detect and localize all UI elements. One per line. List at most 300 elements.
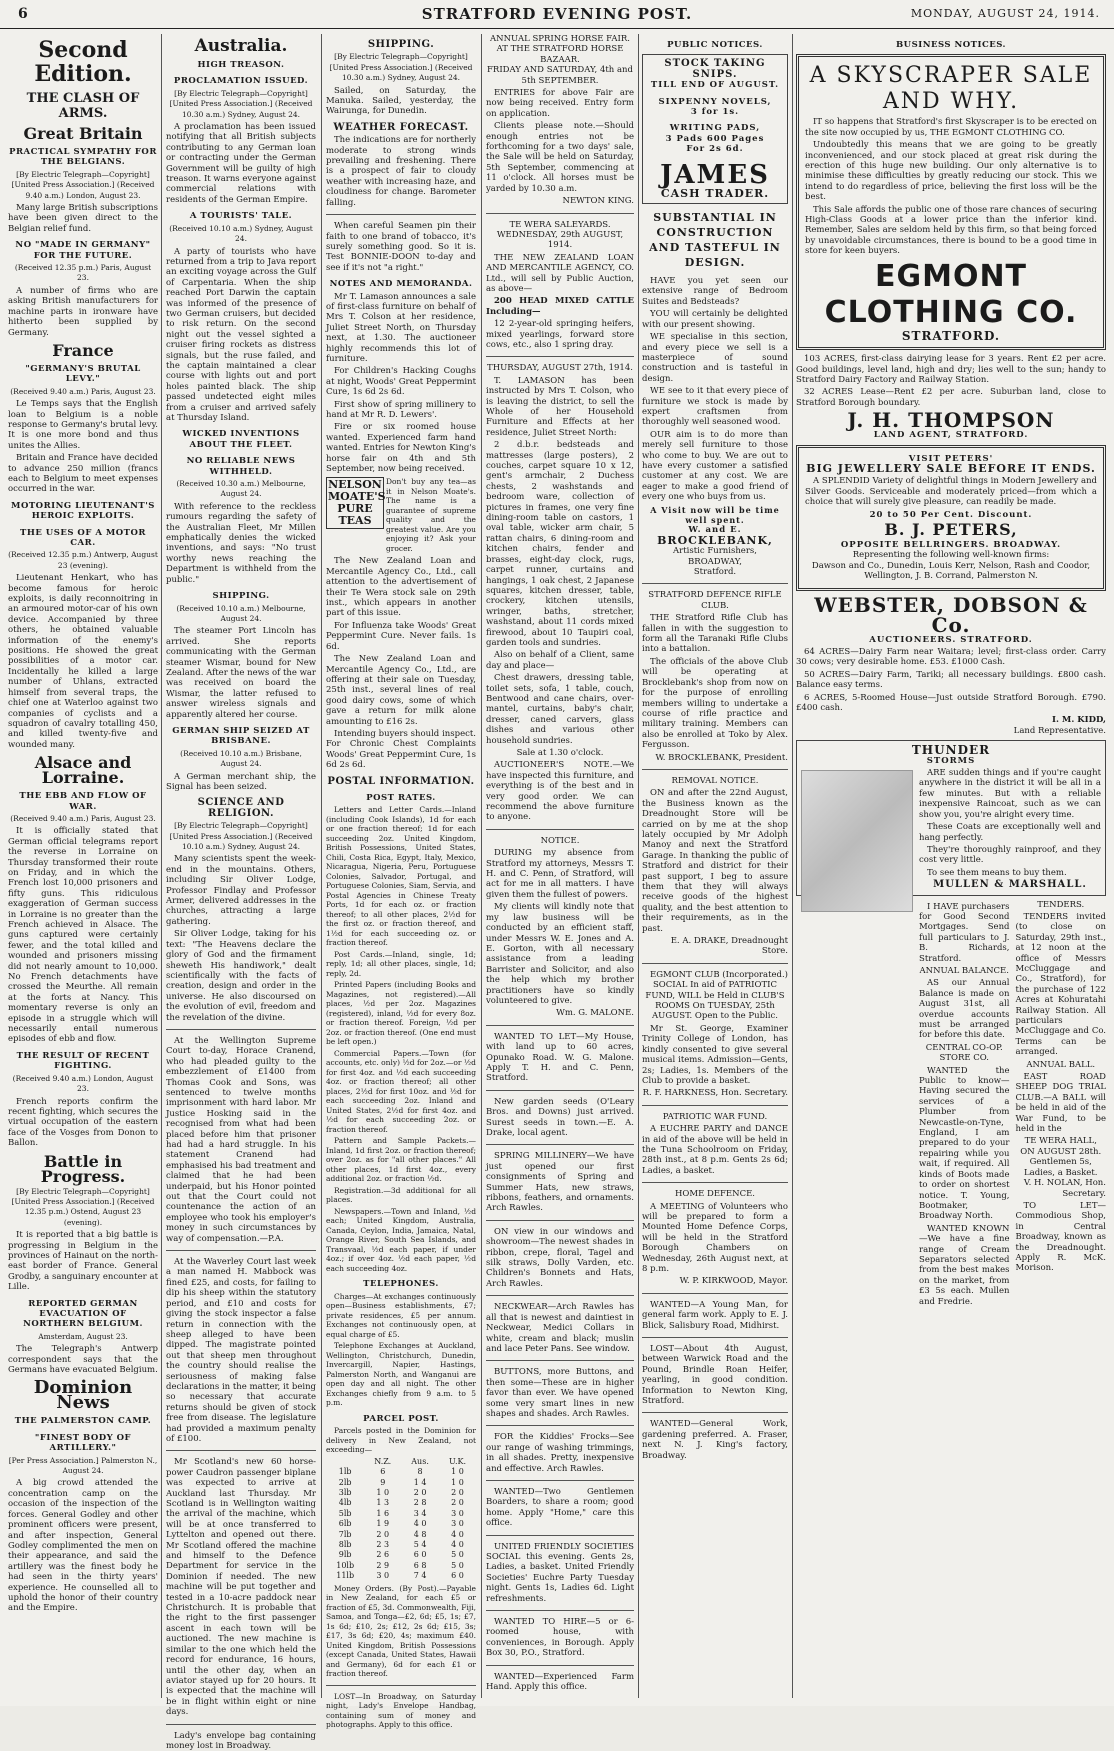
subheading: NO RELIABLE NEWS WITHHELD. [186,456,296,477]
table-cell: 6 0 [413,1550,427,1560]
section-heading: France [52,340,114,360]
subheading: POST RATES. [366,792,436,803]
advert-text: WE specialise in this section, and every piece we sell is a masterpiece of sound construction and is tasteful in design. [642,332,788,384]
advert-text: Clients please note.—Should enough entries not be forthcoming for a two days' sale, the Sale will be held on Saturday, 5th September, commencing at 11 o'clock. All horses must be yarded by 10.30 a.m. [486,121,634,194]
advert-line: 20 to 50 Per Cent. Discount. [869,509,1033,520]
nelson-advert [326,477,476,553]
advert-line: BROADWAY, [688,556,742,567]
table-cell: 2 3 [376,1539,390,1549]
advert-subheading: TILL END OF AUGUST. [650,80,780,91]
column-divider [321,34,322,1698]
table-header-cell: U.K. [448,1456,467,1466]
column-divider [161,34,162,1698]
advert-brand: JAMES [660,159,770,190]
article-text: Printed Papers (including Books and Magazines, not registered).—All places, ½d per 2oz. Magazines (registered), inland, ½d for every 8oz. or fraction thereof. Foreign, ½d per 2oz. or fraction thereof. (One end must be left open.) [326,980,476,1047]
divider [326,214,476,215]
article-text: Many large British subscriptions have been given direct to the Belgian relief fund. [8,203,158,234]
signature: Wm. G. MALONE. [556,1008,634,1019]
section-heading: Great Britain [23,124,143,143]
table-cell: 4 0 [451,1539,464,1549]
advert-text: WANTED TO LET—My House, with land up to 60 acres, Opunako Road. W. G. Malone. Apply T. H. and C. Penn, Stratford. [486,1031,634,1084]
advert-text: TO LET—Commodious Shop, in Central Broadway, known as the Dreadnought. Apply R. McK. Morison. [1015,1200,1106,1274]
left-subcolumn [919,900,1010,1309]
article-text: Lady's envelope bag containing money lost in Broadway. [166,1730,316,1751]
signature: W. BROCKLEBANK, President. [655,752,788,763]
table-header-row [326,1457,476,1467]
advert-text: Don't buy any tea—as it in Nelson Moate's. The name is a guarantee of supreme quality and the greatest value. Are you enjoying it? Ask your grocer. [386,477,476,553]
divider [486,1535,634,1536]
column-1 [8,34,158,1698]
advert-text: LOST—About 4th August, between Warwick Road and the Pound, Brindle Roan Heifer, yearling, in good condition. Information to Newton King, Stratford. [642,1344,788,1407]
section-heading: Alsace and Lorraine. [34,753,132,788]
advert-heading: HOME DEFENCE. [675,1189,755,1200]
subheading: THE PALMERSTON CAMP. [14,1416,152,1427]
divider [486,1610,634,1611]
table-cell: 6 [380,1467,386,1477]
article-text: Sailed, on Saturday, the Manuka. Sailed, yesterday, the Wairunga, for Dunedin. [326,85,476,117]
edition-heading: Second Edition. [34,37,132,87]
table-cell: 1 0 [451,1477,464,1487]
signature: V. H. NOLAN, Hon. Secretary. [1023,1178,1106,1199]
advert-text: A MEETING of Volunteers who will be prepared to form a Mounted Home Defence Corps, will be held in the Stratford Borough Chambers on Wednesday, 26th August next, at 8 p.m. [642,1201,788,1274]
advert-brand: J. H. THOMPSON [847,408,1055,433]
subheading: HIGH TREASON. [197,60,285,70]
advert-text: ARE sudden things and if you're caught anywhere in the district it will be all in a few minutes. But with a reliable inexpensive Raincoat, such as we can show you, you're alright every time. [919,768,1101,820]
article-text: A party of tourists who have returned from a trip to Java report an exciting voyage across the Gulf of Carpentaria. When the ship reached Port Darwin the captain was informed of the presence of two German cruisers, but decided to risk return. On the second night out the vessel sighted a cruiser firing rockets as distress signals, but the ruse failed, and the captain maintained a clear course with lights out and port holes painted black. The ship passed undetected eight miles from a cruiser and arrived safely at Thursday Island. [166,246,316,423]
dateline: [By Electric Telegraph—Copyright] [United Press Association.] (Received 12.35 p.m.) Ostend, August 23 (evening). [11,1186,155,1227]
advert-text: WE see to it that every piece of furniture we stock is made by expert craftsmen from thoroughly well seasoned wood. [642,386,788,428]
advert-brand: CASH TRADER. [660,186,770,200]
advert-text: THE NEW ZEALAND LOAN AND MERCANTILE AGENCY, CO. Ltd., will sell by Public Auction, as above— [486,252,634,294]
table-row [326,1467,476,1477]
parcel-rate-table [326,1457,476,1582]
advert-heading: FRIDAY AND SATURDAY, 4th and 5th SEPTEMBER. [487,65,633,86]
article-text: A number of firms who are asking British manufacturers for machine parts in ironware have hitherto been supplied by Germany. [8,285,158,338]
advert-text: ENTRIES for above Fair are now being received. Entry form on application. [486,88,634,119]
article-text: For Children's Hacking Coughs at night, Woods' Great Peppermint Cure, 1s 6d 2s 6d. [326,366,476,398]
article-text: It is officially stated that German official telegrams report the reverse in Lorraine on Thursday transformed their route on Friday, and in which the French lost 10,000 prisoners and fifty guns. This ridiculous exaggeration of German success in Lorraine is no greater than the French achieved in Alsace. The guns captured were certainly fewer, and the total killed and wounded and prisoners missing did not nearly amount to 10,000. No French detachments have crossed the Meurthe. All remain at the forts at Nancy. This momentary reverse is only an episode in a struggle which will necessarily entail numerous episodes of ebb and flow. [8,826,158,1045]
subheading: PARCEL POST. [363,1413,439,1424]
table-cell: 3 0 [451,1519,464,1529]
article-text: Mr Scotland's new 60 horse-power Caudron passenger biplane was expected to arrive at Auckland last Thursday. Mr Scotland is in Wellington waiting the arrival of the machine, which will be at once transferred to Lyttelton and opened out there. Mr Scotland offered the machine and himself to the Defence Department for service in the Dominion if needed. The new machine will be put together and tested in a 10-acre paddock near Christchurch. It is probable that the right to the first passenger ascent in each town will be auctioned. The new machine is similar to the one which held the record for endurance, 16 hours, until the other day, when an aviator stayed up for 20 hours. It is expected that the machine will be in flight within eight or nine days. [166,1457,316,1718]
advert-text: UNITED FRIENDLY SOCIETIES SOCIAL this evening. Gents 2s, Ladies, a basket. United Friendly Societies' Euchre Party Tuesday night. Gents 1s, Ladies 6d. Light refreshments. [486,1541,634,1604]
table-cell: 5 0 [451,1550,464,1560]
article-text: When careful Seamen pin their faith to one brand of tobacco, it's surely something good. So it is. Test BONNIE-DOON to-day and see if it's not "a right." [326,221,476,273]
advert-text: Undoubtedly this means that we are going to be greatly inconvenienced, and our stock placed at great risk during the erection of this huge new building. Our only alternative is to minimise these difficulties by greatly reducing our stock. This we intend to do regardless of price, believing the first loss will be the best. [805,140,1097,203]
table-cell: 2 0 [451,1487,464,1497]
advert-heading: NOTICE. [540,835,580,846]
table-cell: 1 0 [451,1467,464,1477]
nelson-logo: NELSON MOATE'S PURE TEAS [328,478,386,528]
advert-text: AS our Annual Balance is made on August 31st, all overdue accounts must be arranged for before this date. [919,978,1010,1041]
advert-heading: WEDNESDAY, 29th AUGUST, 1914. [496,229,624,251]
divider [486,213,634,214]
advert-text: SPRING MILLINERY—We have just opened our first consignments of Spring and Summer Hats, new straws, ribbons, feathers, and ornaments. Arch Rawles. [486,1151,634,1214]
advert-text: AUCTIONEER'S NOTE.—We have inspected this furniture, and everything is of the best and in very good order. We can recommend the above furniture to anyone. [486,760,634,823]
table-cell: 2 9 [376,1560,390,1570]
divider [486,1665,634,1666]
advert-text: THE Stratford Rifle Club has fallen in with the suggestion to form all the Taranaki Rifle Clubs into a battalion. [642,613,788,655]
advert-text: 32 ACRES Lease—Rent £2 per acre. Suburban land, close to Stratford Borough boundary. [796,387,1106,408]
table-cell: 9 [380,1477,386,1487]
article-text: At the Wellington Supreme Court to-day, Horace Cranend, who had pleaded guilty to the embezzlement of £1400 from Thomas Cook and Sons, was sentenced to twelve months imprisonment with hard labor. Mr Justice Hosking said in the recognised from what had been placed before him that prisoner had had a hard struggle. In his statement Cranend had emphasised his bad treatment and claimed that he had been underpaid, but his Honor pointed out that the Court could not countenance the action of an employee who took his employer's money in such circumstances by way of compensation.—P.A. [166,1035,316,1244]
dateline: Amsterdam, August 23. [38,1331,128,1341]
section-heading: BUSINESS NOTICES. [895,40,1007,50]
table-header-cell: Aus. [411,1456,429,1466]
subheading: PRACTICAL SYMPATHY FOR THE BELGIANS. [9,147,157,168]
table-row [326,1478,476,1488]
advert-line: Gentlemen 5s, Ladies, a Basket. [1024,1157,1098,1178]
advert-text: WANTED—A Young Man, for general farm work. Apply to E. J. Blick, Salisbury Road, Midhirst. [642,1299,788,1331]
thunder-storms-advert [796,740,1106,895]
divider [166,1724,316,1725]
article-text: Registration.—3d additional for all places. [326,1185,476,1205]
article-text: The steamer Port Lincoln has arrived. She reports communicating with the German steamer Wismar, bound for New Zealand. After the news of the war was received on board the Wismar, the latter refused to answer wireless signals and apparently altered her course. [166,626,316,720]
column-divider [638,34,639,1698]
advert-text: YOU will certainly be delighted with our present showing. [642,309,788,330]
subheading: TELEPHONES. [363,1279,439,1290]
article-text: It is reported that a big battle is progressing in Belgium in the provinces of Hainaut on the north-east border of France. General Grodby, a sanguinary encounter at Lille. [8,1230,158,1293]
table-cell: 8 [417,1467,423,1477]
table-row [326,1571,476,1581]
advert-text: BUTTONS, more Buttons, and then some—These are in higher favor than ever. We have opened some very smart lines in new shapes and shades. Arch Rawles. [486,1367,634,1419]
advert-text: FOR the Kiddies' Frocks—See our range of washing trimmings, in all shades. Pretty, inexpensive and effective. Arch Rawles. [486,1432,634,1474]
advert-text: A SPLENDID Variety of delightful things in Modern Jewellery and Silver Goods. Serviceable and moderately priced—from which a choice that will surely give pleasure, can readily be made. [805,476,1097,508]
article-text: First show of spring millinery to hand at Mr R. D. Lewers'. [326,399,476,420]
divider [642,1412,788,1413]
section-heading: WEATHER FORECAST. [333,121,469,133]
stocktaking-advert [642,54,788,204]
table-header-cell [326,1457,364,1467]
table-cell: 1 0 [376,1487,390,1497]
dateline: [Per Press Association.] Palmerston N., August 24. [8,1455,158,1476]
table-cell: 6 0 [451,1571,464,1581]
divider [642,769,788,770]
advert-line: WRITING PADS, [669,123,761,134]
advert-line: A Visit now will be time well spent. [650,504,780,525]
table-cell: 1 4 [413,1477,427,1487]
section-heading: SHIPPING. [367,39,435,50]
subheading: WICKED INVENTIONS ABOUT THE FLEET. [182,429,300,450]
section-heading: PUBLIC NOTICES. [667,40,763,50]
advert-heading: ANNUAL SPRING HORSE FAIR. [490,34,630,44]
advert-text: Also on behalf of a Client, same day and place— [486,650,634,671]
advert-line: Representing the following well-known firms: [852,550,1050,561]
dateline: (Received 10.30 a.m.) Melbourne, August 24. [176,479,306,499]
article-text: The indications are for northerly moderate to strong winds prevailing and freshening. There is a prospect of fair to cloudy weather with increasing haze, and cloudiness for change. Barometer falling. [326,135,476,208]
advert-brand: MULLEN & MARSHALL. [933,879,1087,891]
advert-brand: B. J. PETERS, [884,519,1018,539]
raincoat-illustration [801,770,913,912]
advert-line: For 2s 6d. [686,144,744,155]
advert-line: 3 for 1s. [690,107,740,118]
article-text: With reference to the reckless rumours regarding the safety of the Australian Fleet, Mr Millen emphatically denies the wicked inventions, and says: "No trust worthy news reaching the Department is withheld from the public." [166,501,316,585]
subheading: REPORTED GERMAN EVACUATION OF NORTHERN BELGIUM. [23,1298,143,1330]
article-text: For Influenza take Woods' Great Peppermint Cure. Never fails. 1s 6d. [326,620,476,652]
issue-date: MONDAY, AUGUST 24, 1914. [910,7,1100,20]
advert-text: 12 2-year-old springing heifers, mixed yearlings, forward store cows, etc., also 1 spring dray. [486,319,634,350]
table-cell: 2 0 [413,1487,427,1497]
two-column-adverts [919,900,1106,1309]
advert-text: EGMONT CLUB (Incorporated.) SOCIAL In aid of PATRIOTIC FUND, WILL be Held in CLUB'S ROOMS On TUESDAY, 25th AUGUST. Open to the Public. [645,969,788,1022]
article-text: Sir Oliver Lodge, taking for his text: "The Heavens declare the glory of God and the firmament sheweth His handiwork," dealt scientifically with the facts of creation, design and order in the universe. He also discoursed on the evolution of evil, freedom and the revelation of the divine. [166,929,316,1023]
subheading: THE EBB AND FLOW OF WAR. [19,791,147,812]
section-heading: POSTAL INFORMATION. [327,775,475,787]
subheading: PROCLAMATION ISSUED. [173,76,309,87]
article-text: A proclamation has been issued notifying that all British subjects contributing to any German loan or contracting under the German Government will be guilty of high treason. It warns everyone against commercial relations with residents of the German Empire. [166,122,316,205]
advert-text: HAVE you yet seen our extensive range of Bedroom Suites and Bedsteads? [642,276,788,307]
advert-brand: WEBSTER, DOBSON & Co. [814,592,1088,637]
divider [486,1425,634,1426]
advert-line: TE WERA HALL, [1024,1136,1097,1147]
advert-text: To see them means to buy them. [927,867,1067,878]
advert-heading: VISIT PETERS' [908,453,994,464]
advert-heading: STRATFORD DEFENCE RIFLE CLUB. [648,590,782,611]
article-text: Commercial Papers.—Town (for accounts, etc. only) ½d for 2oz.—or ½d for first 4oz. and ½d each succeeding 4oz. or fraction thereof; all other places, 2½d for first 10oz. and ½d for each succeeding 2oz. Inland and United States, 2½d for first 4oz. and ½d for each succeeding 2oz. or fraction thereof. [326,1048,476,1134]
divider [486,1480,634,1481]
article-text: Telephone Exchanges at Auckland, Wellington, Christchurch, Dunedin, Invercargill, Napier, Hastings, Palmerston North, and Wanganui are open day and all night. The other Exchanges chiefly from 9 a.m. to 5 p.m. [326,1341,476,1408]
advert-brand: BROCKLEBANK, [657,533,773,547]
signature: Land Representative. [1013,725,1106,736]
divider [166,1450,316,1451]
advert-line: LAND AGENT, STRATFORD. [873,430,1029,441]
article-text: A German merchant ship, the Signal has been seized. [166,771,316,792]
advert-heading: REMOVAL NOTICE. [671,775,759,786]
advert-text: New garden seeds (O'Leary Bros. and Downs) just arrived. Surest seeds in town.—E. A. Drake, local agent. [486,1096,634,1138]
advert-line: 3 Pads 600 Pages [665,133,765,144]
article-text: A big crowd attended the concentration camp on the occasion of the inspection of the forces. General Godley and other prominent officers were present, and after inspection, General Godley complimented the men on their appearance, and said the artillery was the finest body he had seen in the thirty years' experience. He counselled all to uphold the honor of their country and the Empire. [8,1478,158,1614]
table-row [326,1550,476,1560]
advert-text: WANTED the Public to know—Having secured the services of a Plumber from Newcastle-on-Tyne, England, I am prepared to do your repairing while you wait, if required. All kinds of Boots made to order on shortest notice. T. Young, Bootmaker, Broadway North. [919,1065,1010,1222]
divider [166,1250,316,1251]
advert-text: Chest drawers, dressing table, toilet sets, sofa, 1 table, couch, Bentwood and cane chairs, over-mantel, curtains, baby's chair, dresser, caned carvers, glass dishes and various other household sundries. [486,673,634,746]
signature: E. A. DRAKE, Dreadnought Store. [670,936,788,957]
advert-text: DURING my absence from Stratford my attorneys, Messrs T. H. and C. Penn, of Stratford, will act for me in all matters. I have given them the fullest of powers. [486,848,634,900]
article-text: The Telegraph's Antwerp correspondent says that the Germans have evacuated Belgium. [8,1344,158,1376]
table-cell: 6 8 [413,1560,427,1570]
table-cell: 3 4 [413,1508,427,1518]
table-cell: 5 0 [451,1560,464,1570]
dateline: (Received 9.40 a.m.) London, August 23. [12,1073,154,1094]
table-row [326,1509,476,1519]
advert-heading: TENDERS. [1037,899,1085,910]
table-cell: 4 0 [451,1529,464,1539]
article-text: At the Waverley Court last week a man named H. Mabbock was fined £25, and costs, for failing to dip his sheep within the statutory period, and £10 and costs for giving the stock inspector a false return in connection with the sheep alleged to have been dipped. The magistrate pointed out that sheep men throughout the country should realise the seriousness of making false declarations in the matter, it being so necessary that accurate returns should be given of stock free from disease. The legislature had provided a maximum penalty of £100. [166,1257,316,1444]
divider [642,1182,788,1183]
table-cell: 4 8 [413,1529,427,1539]
subheading: "FINEST BODY OF ARTILLERY." [34,1432,132,1454]
table-cell: 7 4 [413,1571,427,1581]
article-text: LOST—In Broadway, on Saturday night, Lady's Envelope Handbag, containing sum of money and photographs. Apply to this office. [326,1691,476,1730]
table-row [326,1530,476,1540]
advert-heading: AT THE STRATFORD HORSE BAZAAR. [496,44,624,65]
column-divider [792,34,793,1698]
section-heading: Battle in Progress. [40,1151,126,1186]
advert-text: They're thoroughly rainproof, and they cost very little. [919,844,1101,866]
advert-heading: SUBSTANTIAL IN CONSTRUCTION AND TASTEFUL IN DESIGN. [649,211,781,270]
advert-text: These Coats are exceptionally well and hang perfectly. [919,822,1101,843]
advert-text: 200 HEAD MIXED CATTLE Including— [486,296,634,317]
divider [166,1029,316,1030]
table-cell: 1 3 [376,1498,390,1508]
section-heading: Australia. [194,36,288,56]
advert-text: WANTED—General Work, gardening preferred. A. Fraser, next N. J. King's factory, Broadway. [642,1419,788,1461]
divider [486,1144,634,1145]
dateline: (Received 10.10 a.m.) Melbourne, August 24. [176,603,306,623]
article-text: Money Orders. (By Post).—Payable in New Zealand, for each £5 or fraction of £5, 3d. Commonwealth, Fiji, Samoa, and Tonga—£2, 6d; £5, 1s; £7, 1s 6d; £10, 2s; £12, 2s 6d; £15, 3s; £17, 3s 6d; £20, 4s; maximum £40. United Kingdom, British Possessions (except Canada, United States, Hawaii and Germany), 6d for each £1 or fraction thereof. [326,1583,476,1679]
article-text: Lieutenant Henkart, who has become famous for heroic exploits, is daily reconnoitring in an armoured motor-car of his own device. Accompanied by three others, he obtained valuable information of the enemy's positions. He showed the great possibilities of a motor car. Incidentally he killed a large number of Uhlans, extracted himself from several traps, the chief one at Waterloo against two companies of cyclists and a squadron of cavalry totalling 450, and killed twenty-five and wounded many. [8,573,158,750]
table-cell: 3 0 [451,1508,464,1518]
article-text: Post Cards.—Inland, single, 1d; reply, 1d; all other places, single, 1d; reply, 2d. [326,949,476,978]
subheading: A TOURISTS' TALE. [189,211,293,222]
subheading: MOTORING LIEUTENANT'S HEROIC EXPLOITS. [11,500,155,522]
skyscraper-sale-advert [796,54,1106,350]
divider [642,963,788,964]
dateline: [By Electric Telegraph—Copyright] [United Press Association.] (Received 9.40 a.m.) London, August 23. [11,169,155,200]
table-row [326,1498,476,1508]
article-text: Intending buyers should inspect. For Chronic Chest Complaints Woods' Great Peppermint Cure, 1s 6d 2s 6d. [326,728,476,771]
article-text: The New Zealand Loan and Mercantile Agency Co., Ltd., call attention to the advertisement of their Te Wera stock sale on 29th inst., which appears in another part of this issue. [326,556,476,619]
article-text: Newspapers.—Town and Inland, ½d each; United Kingdom, Australia, Canada, Ceylon, India, Jamaica, Natal, Orange River, South Sea Islands, and Transvaal, ½d each paper, if under 4oz.; if over 4oz. ½d each paper, ½d each succeeding 4oz. [326,1206,476,1273]
article-text: Mr T. Lamason announces a sale of first-class furniture on behalf of Mrs T. Colson at her residence, Juliet Street North, on Thursday next, at 1.30. The auctioneer highly recommends this lot of furniture. [326,291,476,364]
article-text: Fire or six roomed house wanted. Experienced farm hand wanted. Entries for Newton King's horse fair on 4th and 5th September, now being received. [326,422,476,475]
advert-text: 2 d.b.r. bedsteads and mattresses (large posters), 2 couches, carpet square 10 x 12, gent's armchair, 2 Duchess chests, 2 washstands and bedroom ware, collection of pictures in frames, one very fine dining-room table on castors, 1 oval table, wicker arm chair, 5 rattan chairs, 6 dining-room and kitchen chairs, fender and brasses, eight-day clock, rugs, carpet runner, curtains and hangings, 1 oak chest, 2 Japanese squares, kitchen dresser, table, crockery, kitchen utensils, wringer, baths, stretcher, washstand, about 11 cords mixed firewood, about 10 Taupiri coal, garden tools and sundries. [486,440,634,648]
table-cell: 2 0 [451,1498,464,1508]
table-cell: 9lb [338,1550,352,1560]
table-cell: 5 4 [413,1539,427,1549]
advert-text: 50 ACRES—Dairy Farm, Tariki; all necessary buildings. £800 cash. Balance easy terms. [796,669,1106,691]
table-cell: 3 0 [376,1571,390,1581]
table-cell: 2 6 [376,1550,390,1560]
advert-brand: EGMONT CLOTHING CO. [824,258,1078,330]
article-text: Many scientists spent the week-end in the mountains. Others, including Sir Oliver Lodge, Professor Findlay and Professor Armer, delivered addresses in the churches, attracting a large gathering. [166,854,316,927]
table-cell: 1 6 [376,1508,390,1518]
advert-line: AUCTIONEERS. STRATFORD. [869,634,1033,645]
dateline: (Received 12.35 p.m.) Antwerp, August 23 (evening). [8,550,158,570]
table-cell: 3lb [338,1487,352,1497]
advert-text: IT so happens that Stratford's first Skyscraper is to be erected on the site now occupied by us, THE EGMONT CLOTHING CO. [805,117,1097,138]
dateline: (Received 10.10 a.m.) Brisbane, August 24. [180,748,302,769]
column-4 [486,34,634,1698]
table-header-cell: N.Z. [374,1456,392,1466]
column-5 [642,34,788,1698]
divider [642,1337,788,1338]
dateline: [By Electric Telegraph—Copyright] [United Press Association.] (Received 10.30 a.m.) Sydney, August 24. [169,88,313,119]
divider [486,1025,634,1026]
table-cell: 1 9 [376,1519,390,1529]
signature: NEWTON KING. [562,196,634,207]
advert-line: SIXPENNY NOVELS, [658,96,772,107]
advert-heading: ANNUAL BALANCE. [919,965,1009,976]
table-cell: 2 8 [413,1498,427,1508]
advert-line: Dawson and Co., Dunedin, Louis Kerr, Nelson, Rash and Coodor, Wellington, J. B. Corrand, Palmerston N. [811,560,1091,582]
advert-heading: BIG JEWELLERY SALE BEFORE IT ENDS. [806,461,1096,475]
advert-line: ON AUGUST 28th. [1020,1146,1102,1157]
subheading: NO "MADE IN GERMANY" FOR THE FUTURE. [15,240,151,261]
newspaper-title: STRATFORD EVENING POST. [421,5,693,23]
advert-line: OPPOSITE BELLRINGERS. BROADWAY. [840,539,1062,550]
advert-text: I HAVE purchasers for Good Second Mortgages. Send full particulars to J. B. Richards, Stratford. [919,901,1010,964]
subheading: THE RESULT OF RECENT FIGHTING. [16,1050,150,1072]
table-cell: 6lb [338,1519,352,1529]
advert-text: T. LAMASON has been instructed by Mrs T. Colson, who is leaving the district, to sell the Whole of her Household Furniture and Effects at her residence, Juliet Street North: [486,375,634,438]
advert-heading: TE WERA SALEYARDS. [509,219,611,230]
table-cell: 8lb [338,1539,352,1549]
subheading: GERMAN SHIP SEIZED AT BRISBANE. [172,725,310,747]
table-cell: 7lb [338,1529,352,1539]
advert-heading: PATRIOTIC WAR FUND. [662,1111,768,1122]
advert-text: WANTED KNOWN—We have a fine range of Cream Separators selected from the best makes on the market, from £3 5s each. Mullen and Fredrie. [919,1223,1010,1307]
table-row [326,1540,476,1550]
advert-text: The officials of the above Club will be operating at Brocklebank's shop from now on for the purpose of enrolling members willing to undertake a course of rifle practice and military training. Members can also be enrolled at Toko by Alex. Fergusson. [642,656,788,751]
advert-heading: STORMS [926,755,976,766]
article-text: Le Temps says that the English loan to Belgium is a noble response to Germany's brutal levy. It is one more bond and thus unites the Allies. [8,399,158,451]
advert-text: WANTED—Two Gentlemen Boarders, to share a room; good home. Apply "Home," care this office. [486,1486,634,1529]
headline: THE CLASH OF ARMS. [26,91,140,121]
advert-text: ON and after the 22nd August, the Business known as the Dreadnought Store will be carried on by me at the shop lately occupied by Mr Adolph Manoy and next the Stratford Garage. In thanking the public of Stratford and district for their past support, I beg to assure them that they will always receive goods of the highest quality, and the best attention to their requirements, as in the past. [642,788,788,934]
column-divider [481,34,482,1698]
advert-heading: CENTRAL CO-OP. STORE CO. [925,1042,1003,1064]
advert-heading: Sale at 1.30 o'clock. [516,748,604,758]
subheading: "GERMANY'S BRUTAL LEVY." [25,363,141,385]
table-row [326,1519,476,1529]
divider [642,1105,788,1106]
article-text: Pattern and Sample Packets.—Inland, 1d first 2oz. or fraction thereof; over 2oz. as for "all other places." All other places, 1d first 4oz., every additional 2oz. or fraction ½d. [326,1136,476,1184]
advert-heading: ANNUAL BALL. [1026,1059,1096,1070]
dateline: [By Electric Telegraph—Copyright] [United Press Association.] (Received 10.10 a.m.) Sydney, August 24. [169,821,313,852]
article-text: Parcels posted in the Dominion for delivery in New Zealand, not exceeding— [326,1426,476,1455]
divider [486,1220,634,1221]
signature: I. M. KIDD, [1052,715,1106,726]
advert-heading: THUNDER [911,743,991,758]
article-text: Letters and Letter Cards.—Inland (including Cook Islands), 1d for each or one fraction thereof; 1d for each succeeding 2oz. United Kingdom, British Possessions, United States, Chili, Costa Rica, Egypt, Italy, Mexico, Nicaragua, Nigeria, Peru, Portuguese Colonies, Salvador, Portugal, and Portuguese Colonies, Siam, Servia, and Postal Agencies in Chinese Treaty Ports, 1d for each oz. or fraction thereof; to all other places, 2½d for the first oz. or fraction thereof, and 1½d for each succeeding oz. or fraction thereof. [326,805,476,948]
section-heading: Dominion News [33,1377,133,1414]
table-cell: 4lb [338,1498,352,1508]
article-text: French reports confirm the recent fighting, which secures the virtual occupation of the eastern face of the Vosges from Donon to Ballon. [8,1096,158,1149]
advert-text: 6 ACRES, 5-Roomed House—Just outside Stratford Borough. £790. £400 cash. [796,692,1106,714]
advert-text: WANTED TO HIRE—5 or 6-roomed house, with conveniences, in Borough. Apply Box 30, P.O., Stratford. [486,1617,634,1659]
signature: W. P. KIRKWOOD, Mayor. [679,1276,788,1287]
dateline: (Received 9.40 a.m.) Paris, August 23. [10,386,156,396]
subheading: THE USES OF A MOTOR CAR. [20,527,146,548]
divider [486,1295,634,1296]
divider [486,1360,634,1361]
table-row [326,1561,476,1571]
advert-text: ON view in our windows and showroom—The newest shades in ribbon, crepe, floral, Tagel and silk straws, Dolly Varden, etc. Children's Bonnets and Hats, Arch Rawles. [486,1226,634,1289]
advert-heading: THURSDAY, AUGUST 27th, 1914. [487,363,633,374]
advert-text: 103 ACRES, first-class dairying lease for 3 years. Rent £2 per acre. Good buildings, level land, high and dry; lies well to the sun; handy to Stratford Dairy Factory and Railway Station. [796,354,1106,385]
column-6 [796,34,1106,1698]
table-row [326,1488,476,1498]
advert-text: My clients will kindly note that my law business will be conducted by an efficient staff, under Messrs W. E. Jones and A. E. Gorton, with all necessary assistance from a leading Barrister and Solicitor, and also the help which my brother practitioners have so kindly volunteered to give. [486,902,634,1006]
masthead [0,0,1114,29]
signature: R. F. HARKNESS, Hon. Secretary. [642,1088,788,1099]
divider [326,1685,476,1686]
table-cell: 1lb [338,1467,352,1477]
table-cell: 2 0 [376,1529,390,1539]
advert-text: Mr St. George, Examiner Trinity College of London, has kindly consented to give several musical items. Admission—Gents, 2s; Ladies, 1s. Members of the Club to provide a basket. [642,1023,788,1086]
column-3 [326,34,476,1730]
page-number: 6 [18,6,28,22]
advert-heading: A SKYSCRAPER SALE [809,63,1093,89]
table-cell: 2lb [338,1477,352,1487]
advert-heading: AND WHY. [882,89,1020,115]
advert-text: TENDERS invited (to close on Saturday, 29th inst., at 12 noon at the office of Messrs McCluggage and Co., Stratford), for the purchase of 122 Acres at Kohuratahi Railway Station. All particulars McCluggage and Co. Terms can be arranged. [1015,911,1106,1058]
column-2 [166,34,316,1751]
divider [486,356,634,357]
dateline: (Received 9.40 a.m.) Paris, August 23. [10,813,156,823]
divider [642,583,788,584]
